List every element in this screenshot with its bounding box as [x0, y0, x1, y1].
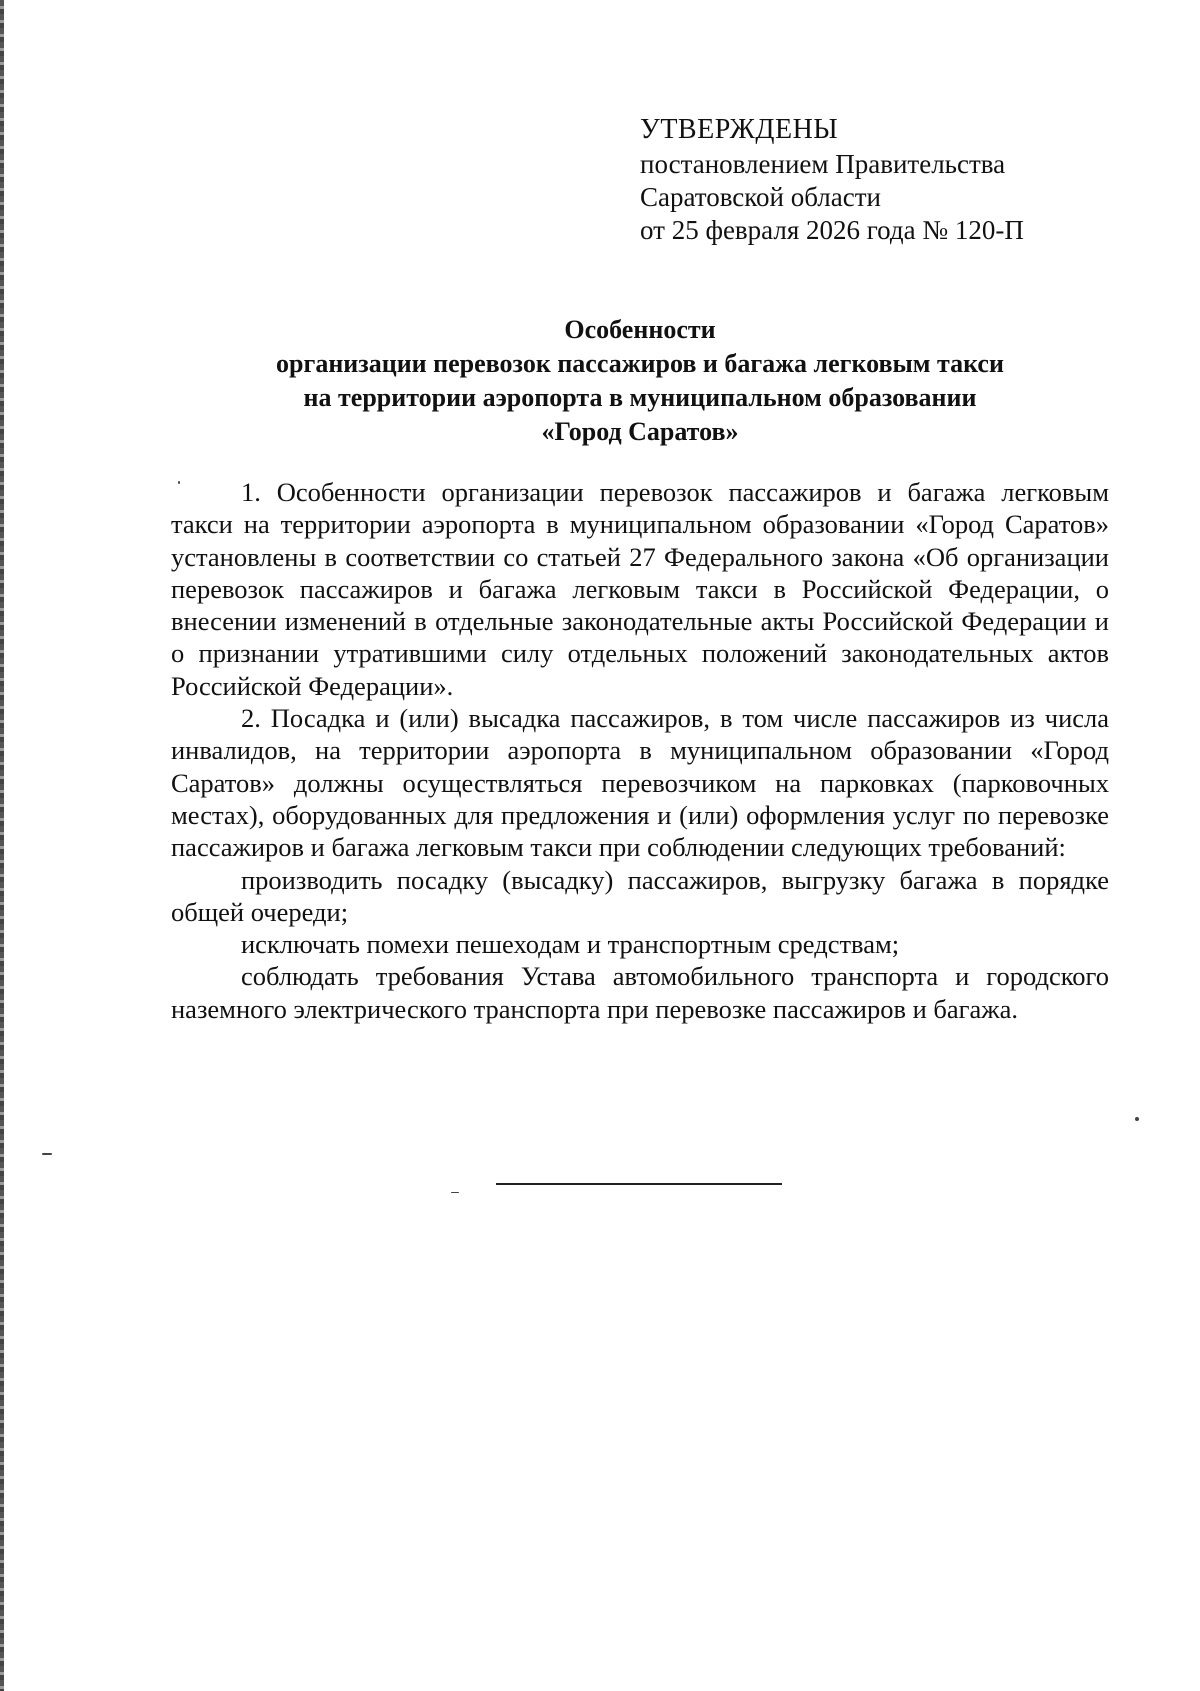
requirement-item: исключать помехи пешеходам и транспортным средствам;: [241, 929, 900, 960]
scan-speck: [451, 1192, 459, 1193]
approval-block: [640, 113, 1140, 247]
scan-speck: [178, 481, 180, 484]
scan-edge: [0, 0, 4, 1691]
document-title: [170, 313, 1110, 449]
title-line: Особенности: [564, 315, 716, 344]
title-line: «Город Саратов»: [541, 417, 739, 446]
requirement-item: производить посадку (высадку) пассажиров, выгрузку багажа в порядке общей очереди;: [171, 864, 1109, 927]
scan-speck: [42, 1153, 52, 1155]
scan-speck: [1135, 1117, 1139, 1121]
paragraph-2: 2. Посадка и (или) высадка пассажиров, в том числе пассажиров из числа инвалидов, на территории аэропорта в муниципальном образовании «Город Саратов» должны осуществляться перевозчиком на парковках (парковочных местах), оборудованных для предложения и (или) оформления услуг по перевозке пассажиров и багажа легковым такси при соблюдении следующих требований:: [171, 703, 1109, 863]
document-body: [171, 476, 1109, 1025]
title-line: на территории аэропорта в муниципальном образовании: [303, 383, 977, 412]
approval-heading: УТВЕРЖДЕНЫ: [640, 114, 839, 145]
requirement-item: соблюдать требования Устава автомобильного транспорта и городского наземного электрического транспорта при перевозке пассажиров и багажа.: [171, 961, 1109, 1024]
approval-line: постановлением Правительства: [640, 149, 1006, 179]
approval-line: от 25 февраля 2026 года № 120-П: [640, 215, 1024, 245]
approval-line: Саратовской области: [640, 182, 881, 212]
title-line: организации перевозок пассажиров и багажа легковым такси: [276, 349, 1004, 378]
paragraph-1: 1. Особенности организации перевозок пассажиров и багажа легковым такси на территории аэропорта в муниципальном образовании «Город Саратов» установлены в соответствии со статьей 27 Федерального закона «Об организации перевозок пассажиров и багажа легковым такси в Российской Федерации, о внесении изменений в отдельные законодательные акты Российской Федерации и о признании утратившими силу отдельных положений законодательных актов Российской Федерации».: [171, 477, 1109, 701]
end-of-document-rule: [496, 1183, 782, 1185]
